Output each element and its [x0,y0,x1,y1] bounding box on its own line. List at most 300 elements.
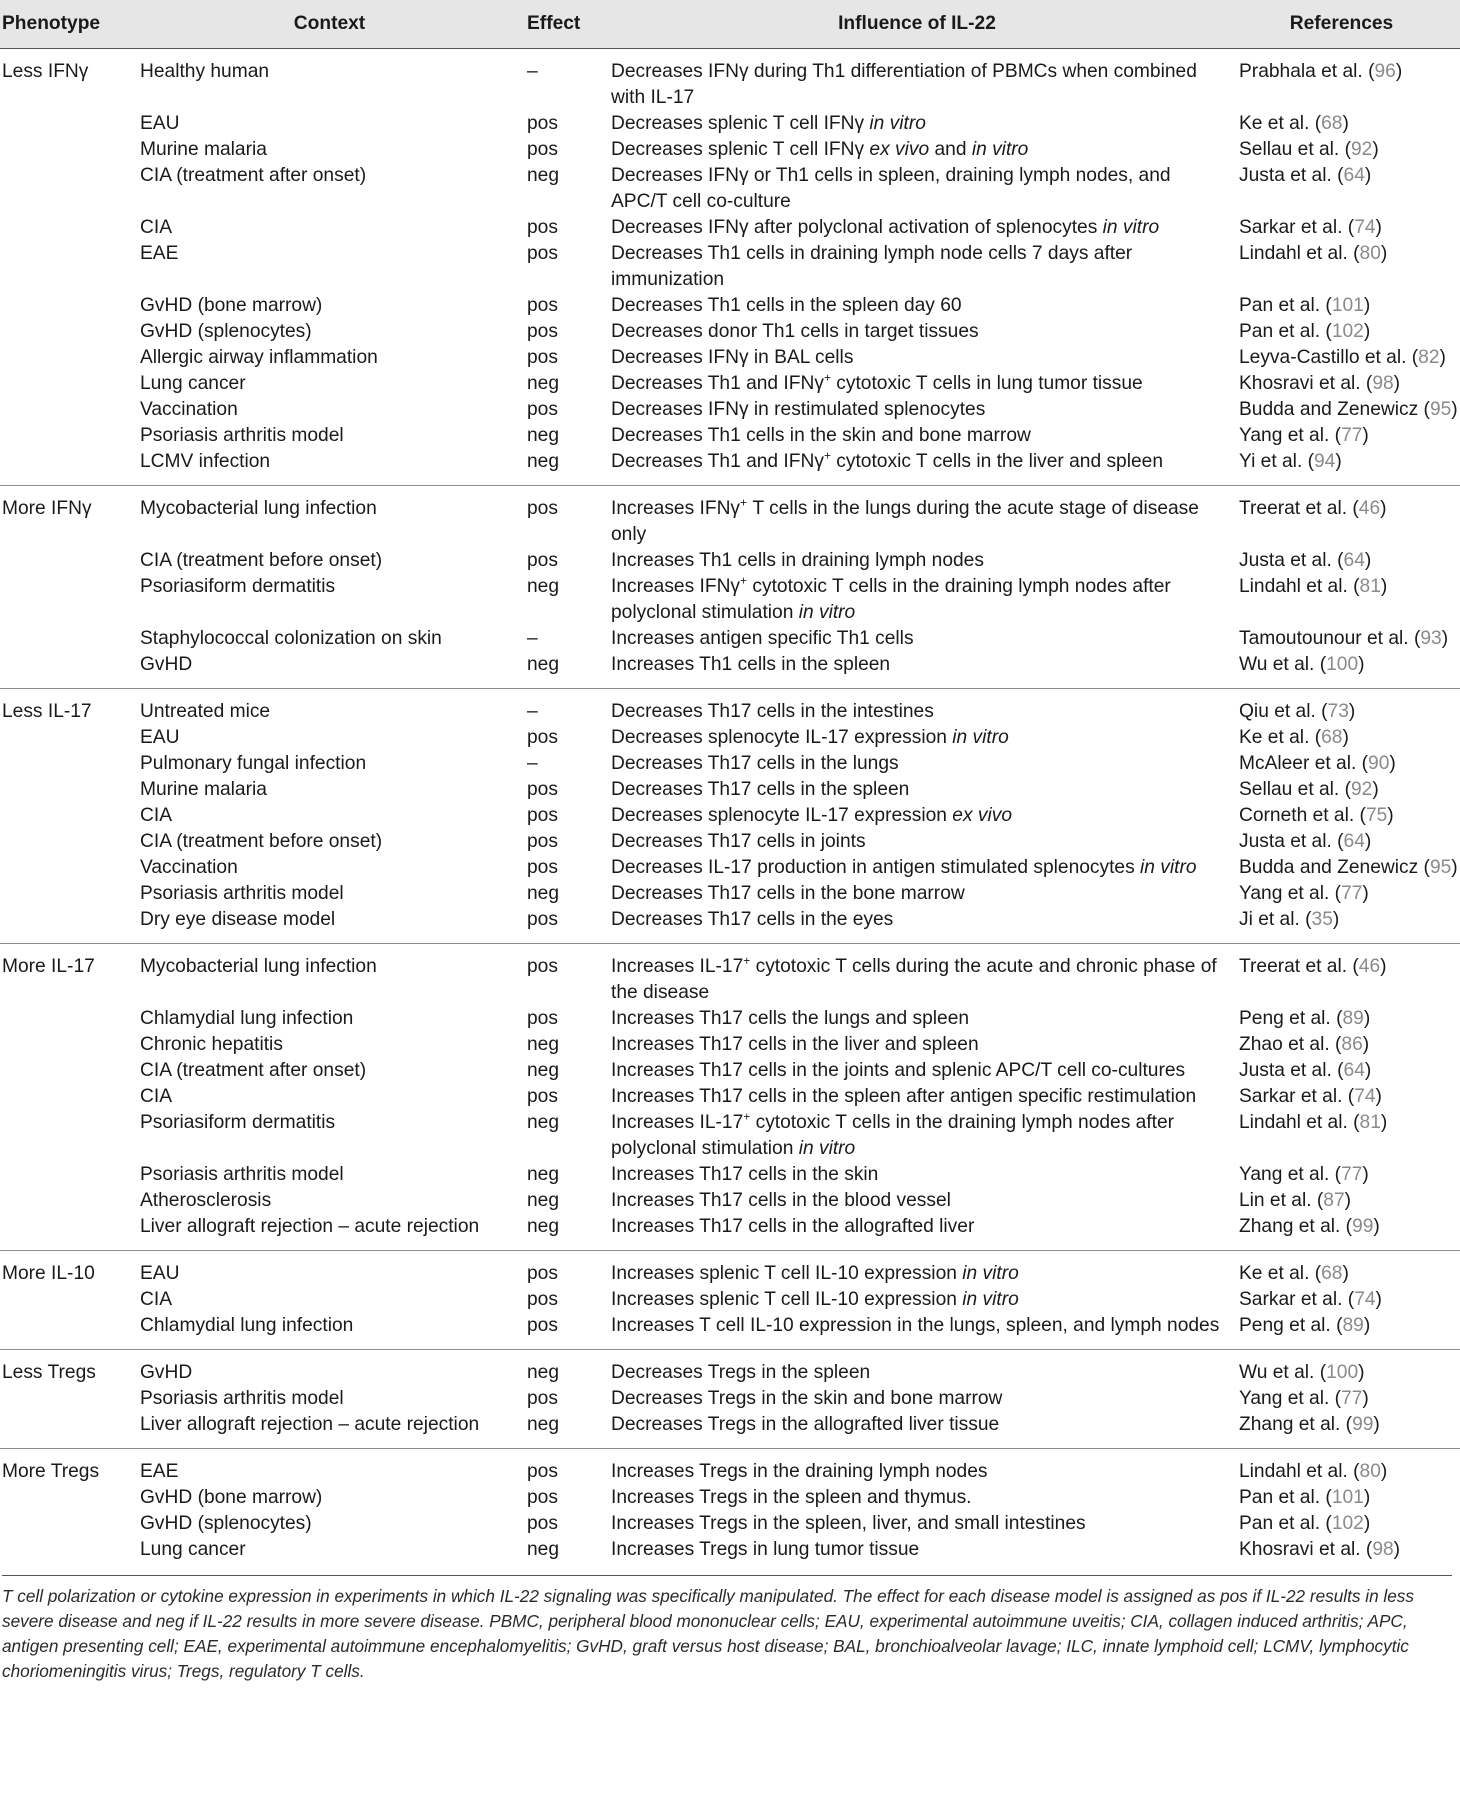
reference-number[interactable]: 86 [1341,1034,1363,1055]
context-cell: Dry eye disease model [140,909,336,930]
phenotype-cell [0,1287,140,1313]
phenotype-cell [0,241,140,293]
table-row [0,1188,1460,1214]
phenotype-cell [0,1537,140,1573]
influence-cell [611,829,1223,855]
influence-cell [611,345,1223,371]
reference-authors: Treerat et al. [1239,956,1348,977]
table-row [0,397,1460,423]
phenotype-cell [0,397,140,423]
influence-cell [611,163,1223,215]
text-segment: cytotoxic T cells during the acute and chronic phase of the disease [611,956,1217,1003]
reference-number[interactable]: 82 [1418,347,1440,368]
reference-number[interactable]: 64 [1343,165,1365,186]
reference-cell: Lindahl et al. (80) [1223,1449,1460,1486]
table-row [0,1537,1460,1573]
effect-cell: neg [527,576,560,597]
reference-number[interactable]: 95 [1429,399,1452,420]
context-cell: Chronic hepatitis [140,1034,283,1055]
reference-cell: Zhang et al. (99) [1239,1414,1380,1435]
phenotype-cell [0,1511,140,1537]
reference-cell: Zhang et al. (99) [1239,1216,1380,1237]
table-row [0,371,1460,397]
table-row [0,1032,1460,1058]
context-cell: Staphylococcal colonization on skin [140,628,442,649]
reference-cell: Zhao et al. (86) [1239,1034,1370,1055]
reference-number[interactable]: 89 [1342,1315,1364,1336]
reference-authors: Treerat et al. [1239,498,1348,519]
effect-cell: pos [527,399,558,420]
phenotype-cell [0,881,140,907]
context-cell: Lung cancer [140,1539,246,1560]
table-row [0,423,1460,449]
phenotype-cell: More IL-17 [0,944,140,1007]
text-segment: Decreases IL-17 production in antigen stimulated splenocytes [611,857,1141,878]
reference-number[interactable]: 77 [1341,425,1363,446]
context-cell: Vaccination [140,399,238,420]
reference-cell: Lin et al. (87) [1239,1190,1352,1211]
influence-cell [611,111,1223,137]
effect-cell: pos [527,550,558,571]
phenotype-cell [0,1006,140,1032]
influence-cell [611,1287,1223,1313]
phenotype-cell: More Tregs [0,1449,140,1486]
effect-cell: neg [527,451,560,472]
reference-cell: Peng et al. (89) [1239,1315,1371,1336]
reference-cell: Pan et al. (102) [1239,321,1371,342]
effect-cell: pos [527,243,558,264]
reference-cell: Sarkar et al. (74) [1239,1289,1382,1310]
text-segment: Increases Th17 cells the lungs and spleen [611,1008,970,1029]
header-effect: Effect [519,0,611,49]
context-cell: Psoriasis arthritis model [140,425,344,446]
reference-number[interactable]: 74 [1354,1086,1376,1107]
reference-cell: Peng et al. (89) [1239,1008,1371,1029]
reference-number[interactable]: 64 [1343,1060,1365,1081]
table-row [0,1251,1460,1288]
reference-number[interactable]: 81 [1359,1112,1381,1133]
superscript: + [743,1109,751,1124]
reference-number[interactable]: 99 [1352,1216,1374,1237]
reference-number[interactable]: 93 [1420,628,1442,649]
reference-number[interactable]: 102 [1331,321,1364,342]
phenotype-cell [0,1162,140,1188]
table-row [0,777,1460,803]
table-row [0,725,1460,751]
effect-cell: pos [527,1086,558,1107]
reference-authors: Sellau et al. [1239,779,1340,800]
text-segment: Increases splenic T cell IL-10 expression [611,1289,963,1310]
reference-number[interactable]: 46 [1358,956,1381,977]
context-cell: CIA (treatment after onset) [140,1060,367,1081]
reference-number[interactable]: 77 [1341,1388,1363,1409]
reference-number[interactable]: 46 [1358,498,1381,519]
effect-cell: neg [527,1539,560,1560]
phenotype-cell [0,345,140,371]
influence-cell [611,855,1223,881]
effect-cell: pos [519,1449,611,1486]
reference-cell: Lindahl et al. (80) [1239,243,1388,264]
reference-number[interactable]: 80 [1359,1461,1381,1482]
influence-cell [611,751,1223,777]
reference-cell: Justa et al. (64) [1239,831,1372,852]
reference-cell: Pan et al. (101) [1239,1487,1371,1508]
context-cell: CIA [140,217,172,238]
effect-cell: pos [527,1487,558,1508]
table-row [0,1485,1460,1511]
context-cell: CIA (treatment before onset) [140,550,383,571]
effect-cell: pos [527,1315,558,1336]
text-segment: and [929,139,972,160]
italic-text: in vitro [952,727,1009,748]
text-segment: Decreases IFNγ in restimulated splenocytes [611,399,986,420]
italic-text: in vitro [1140,857,1197,878]
reference-number[interactable]: 74 [1354,1289,1376,1310]
table-row [0,1350,1460,1387]
influence-cell [611,626,1223,652]
effect-cell: pos [527,139,558,160]
influence-cell [611,49,1223,112]
reference-cell: McAleer et al. (90) [1239,753,1396,774]
table-row [0,944,1460,1007]
context-cell: Mycobacterial lung infection [140,486,519,549]
table-row [0,1511,1460,1537]
reference-authors: Peng et al. [1239,1315,1331,1336]
phenotype-cell [0,1485,140,1511]
phenotype-cell [0,1313,140,1350]
reference-cell: Sarkar et al. (74) [1239,217,1382,238]
phenotype-cell: Less IFNγ [0,49,140,112]
reference-authors: Justa et al. [1239,831,1332,852]
table-row [0,907,1460,944]
reference-cell: Prabhala et al. (96) [1223,49,1460,112]
table-row [0,1110,1460,1162]
influence-cell [611,1350,1223,1387]
effect-cell: pos [519,944,611,1007]
reference-number[interactable]: 68 [1321,113,1343,134]
reference-cell: Treerat et al. (46) [1223,486,1460,549]
reference-number[interactable]: 77 [1341,883,1363,904]
effect-cell: neg [527,654,560,675]
phenotype-cell [0,548,140,574]
table-row [0,293,1460,319]
table-row [0,751,1460,777]
reference-number[interactable]: 68 [1321,1263,1343,1284]
effect-cell: neg [527,1216,560,1237]
text-segment: Decreases Th17 cells in the intestines [611,701,934,722]
effect-cell: neg [527,425,560,446]
phenotype-cell [0,751,140,777]
text-segment: Decreases Th17 cells in the bone marrow [611,883,965,904]
reference-authors: Lindahl et al. [1239,1461,1348,1482]
reference-authors: Yang et al. [1239,883,1330,904]
table-row [0,652,1460,689]
table-row [0,319,1460,345]
reference-number[interactable]: 68 [1321,727,1343,748]
table-body [0,49,1460,1574]
reference-authors: Sarkar et al. [1239,1289,1343,1310]
reference-number[interactable]: 95 [1429,857,1452,878]
text-segment: Increases Th17 cells in the joints and splenic APC/T cell co-cultures [611,1060,1186,1081]
context-cell: Psoriasis arthritis model [140,883,344,904]
phenotype-cell [0,293,140,319]
reference-cell: Yang et al. (77) [1239,1388,1369,1409]
influence-cell [611,1412,1223,1449]
reference-authors: Zhang et al. [1239,1216,1341,1237]
context-cell: GvHD (bone marrow) [140,295,323,316]
effect-cell: neg [527,1034,560,1055]
context-cell: Pulmonary fungal infection [140,753,367,774]
reference-number[interactable]: 100 [1326,654,1359,675]
context-cell: Chlamydial lung infection [140,1008,354,1029]
reference-number[interactable]: 99 [1352,1414,1374,1435]
influence-cell [611,803,1223,829]
text-segment: Increases IFNγ [611,576,741,597]
effect-cell: pos [527,217,558,238]
reference-cell: Justa et al. (64) [1239,165,1372,186]
table-row [0,1006,1460,1032]
reference-cell: Treerat et al. (46) [1223,944,1460,1007]
reference-cell: Justa et al. (64) [1239,550,1372,571]
reference-number[interactable]: 74 [1354,217,1376,238]
influence-cell [611,1162,1223,1188]
effect-cell: neg [527,883,560,904]
superscript: + [823,370,831,385]
reference-number[interactable]: 75 [1365,805,1388,826]
text-segment: Decreases IFNγ or Th1 cells in spleen, draining lymph nodes, and APC/T cell co-culture [611,165,1171,212]
table-row [0,1162,1460,1188]
reference-authors: Wu et al. [1239,654,1315,675]
text-segment: Decreases Th1 and IFNγ [611,451,824,472]
reference-cell: Justa et al. (64) [1239,1060,1372,1081]
context-cell: Untreated mice [140,689,519,726]
phenotype-cell [0,1386,140,1412]
influence-cell [611,1511,1223,1537]
reference-authors: Lin et al. [1239,1190,1312,1211]
reference-authors: Budda and Zenewicz [1239,857,1419,878]
table-row [0,241,1460,293]
italic-text: in vitro [962,1263,1019,1284]
reference-number[interactable]: 64 [1343,550,1365,571]
text-segment: Increases Tregs in the draining lymph nodes [611,1461,988,1482]
influence-cell [611,137,1223,163]
superscript: + [740,495,748,510]
italic-text: in vitro [869,113,926,134]
reference-authors: Ke et al. [1239,1263,1310,1284]
influence-cell [611,1251,1223,1288]
text-segment: Increases Th17 cells in the blood vessel [611,1190,951,1211]
effect-cell: – [519,49,611,112]
reference-number[interactable]: 64 [1343,831,1365,852]
influence-cell [611,215,1223,241]
effect-cell: pos [527,1388,558,1409]
table-header [0,0,1460,49]
effect-cell: pos [527,1289,558,1310]
reference-number[interactable]: 81 [1359,576,1381,597]
text-segment: Decreases Tregs in the allografted liver tissue [611,1414,1000,1435]
reference-authors: Tamoutounour et al. [1239,628,1409,649]
reference-number[interactable]: 94 [1314,451,1336,472]
text-segment: Decreases splenocyte IL-17 expression [611,805,953,826]
header-influence: Influence of IL-22 [611,0,1223,49]
reference-cell: Lindahl et al. (81) [1239,1112,1388,1133]
context-cell: CIA [140,1289,172,1310]
reference-authors: Justa et al. [1239,165,1332,186]
italic-text: in vitro [962,1289,1019,1310]
phenotype-cell [0,423,140,449]
effect-cell: – [527,753,538,774]
table-row [0,449,1460,486]
text-segment: Decreases Th1 cells in the skin and bone marrow [611,425,1031,446]
header-references: References [1223,0,1460,49]
text-segment: Increases IFNγ [611,498,741,519]
reference-cell: Yi et al. (94) [1239,451,1342,472]
phenotype-cell [0,215,140,241]
text-segment: Decreases splenocyte IL-17 expression [611,727,953,748]
effect-cell: pos [527,805,558,826]
reference-number[interactable]: 98 [1372,373,1394,394]
table-row [0,803,1460,829]
effect-cell: pos [527,321,558,342]
reference-authors: Khosravi et al. [1239,373,1361,394]
context-cell: CIA [140,805,172,826]
reference-number[interactable]: 80 [1359,243,1381,264]
reference-cell: Sellau et al. (92) [1239,779,1379,800]
reference-authors: Leyva-Castillo et al. [1239,347,1407,368]
effect-cell: pos [527,1513,558,1534]
text-segment: Increases IL-17 [611,956,744,977]
table-row [0,1386,1460,1412]
context-cell: LCMV infection [140,451,271,472]
table-row [0,1214,1460,1251]
reference-number[interactable]: 100 [1326,1362,1359,1383]
table-row [0,137,1460,163]
phenotype-cell [0,829,140,855]
italic-text: in vitro [1102,217,1160,238]
influence-cell [611,397,1223,423]
influence-cell [611,319,1223,345]
influence-cell [611,1058,1223,1084]
effect-cell: – [519,689,611,726]
reference-number[interactable]: 73 [1327,701,1349,722]
reference-number[interactable]: 92 [1351,139,1373,160]
effect-cell: neg [527,1414,560,1435]
effect-cell: pos [527,779,558,800]
reference-authors: Justa et al. [1239,1060,1332,1081]
influence-cell [611,1214,1223,1251]
reference-cell: Pan et al. (101) [1239,295,1371,316]
text-segment: T cells in the lungs during the acute stage of disease only [611,498,1199,545]
effect-cell: neg [527,1112,560,1133]
reference-number[interactable]: 90 [1368,753,1390,774]
superscript: + [740,573,748,588]
reference-cell: Lindahl et al. (81) [1239,576,1388,597]
reference-number[interactable]: 102 [1331,1513,1364,1534]
reference-number[interactable]: 35 [1311,909,1333,930]
reference-number[interactable]: 92 [1351,779,1373,800]
effect-cell: neg [527,165,560,186]
context-cell: Liver allograft rejection – acute rejection [140,1414,480,1435]
effect-cell: pos [527,347,558,368]
context-cell: Murine malaria [140,779,267,800]
reference-number[interactable]: 101 [1331,295,1364,316]
influence-cell [611,1386,1223,1412]
table-row [0,1313,1460,1350]
reference-authors: Justa et al. [1239,550,1332,571]
phenotype-cell [0,907,140,944]
phenotype-cell [0,1188,140,1214]
table-row [0,689,1460,726]
phenotype-cell [0,1412,140,1449]
reference-authors: Yang et al. [1239,1164,1330,1185]
effect-cell: pos [527,831,558,852]
reference-number[interactable]: 98 [1372,1539,1394,1560]
reference-number[interactable]: 101 [1331,1487,1364,1508]
reference-authors: Peng et al. [1239,1008,1331,1029]
reference-authors: Wu et al. [1239,1362,1315,1383]
effect-cell: pos [527,295,558,316]
reference-cell: Qiu et al. (73) [1223,689,1460,726]
table-row [0,548,1460,574]
text-segment: Decreases Th17 cells in the eyes [611,909,894,930]
context-cell: Murine malaria [140,139,267,160]
reference-number[interactable]: 77 [1341,1164,1363,1185]
reference-cell: Leyva-Castillo et al. (82) [1239,347,1446,368]
table-row [0,574,1460,626]
effect-cell: pos [527,1008,558,1029]
reference-authors: Corneth et al. [1239,805,1355,826]
influence-cell [611,1188,1223,1214]
reference-cell: Sarkar et al. (74) [1239,1086,1382,1107]
text-segment: Increases Th1 cells in the spleen [611,654,891,675]
influence-cell [611,725,1223,751]
text-segment: Increases Th17 cells in the allografted liver [611,1216,975,1237]
effect-cell: pos [527,857,558,878]
context-cell: Psoriasis arthritis model [140,1388,344,1409]
text-segment: Increases Tregs in the spleen and thymus. [611,1487,972,1508]
reference-authors: Pan et al. [1239,295,1321,316]
reference-cell: Budda and Zenewicz (95) [1239,857,1458,878]
context-cell: Atherosclerosis [140,1190,272,1211]
reference-authors: Ke et al. [1239,727,1310,748]
text-segment: Decreases Th1 cells in draining lymph node cells 7 days after immunization [611,243,1133,290]
italic-text: in vitro [971,139,1029,160]
reference-cell: Pan et al. (102) [1239,1513,1371,1534]
phenotype-cell [0,1084,140,1110]
reference-authors: Ke et al. [1239,113,1310,134]
reference-number[interactable]: 96 [1374,61,1396,82]
text-segment: cytotoxic T cells in the draining lymph nodes after polyclonal stimulation [611,576,1171,623]
header-context: Context [140,0,519,49]
table-row [0,215,1460,241]
influence-cell [611,777,1223,803]
italic-text: in vitro [798,1138,856,1159]
text-segment: Decreases splenic T cell IFNγ [611,113,870,134]
context-cell: Lung cancer [140,373,246,394]
text-segment: Increases T cell IL-10 expression in the lungs, spleen, and lymph nodes [611,1315,1220,1336]
context-cell: EAU [140,1251,519,1288]
effect-cell: neg [527,1164,560,1185]
text-segment: Decreases splenic T cell IFNγ [611,139,870,160]
text-segment: Increases Th1 cells in draining lymph nodes [611,550,984,571]
reference-number[interactable]: 89 [1342,1008,1364,1029]
reference-cell: Khosravi et al. (98) [1239,373,1401,394]
context-cell: GvHD [140,654,193,675]
context-cell: EAU [140,727,180,748]
reference-number[interactable]: 87 [1323,1190,1345,1211]
phenotype-cell [0,1058,140,1084]
effect-cell: neg [527,373,560,394]
